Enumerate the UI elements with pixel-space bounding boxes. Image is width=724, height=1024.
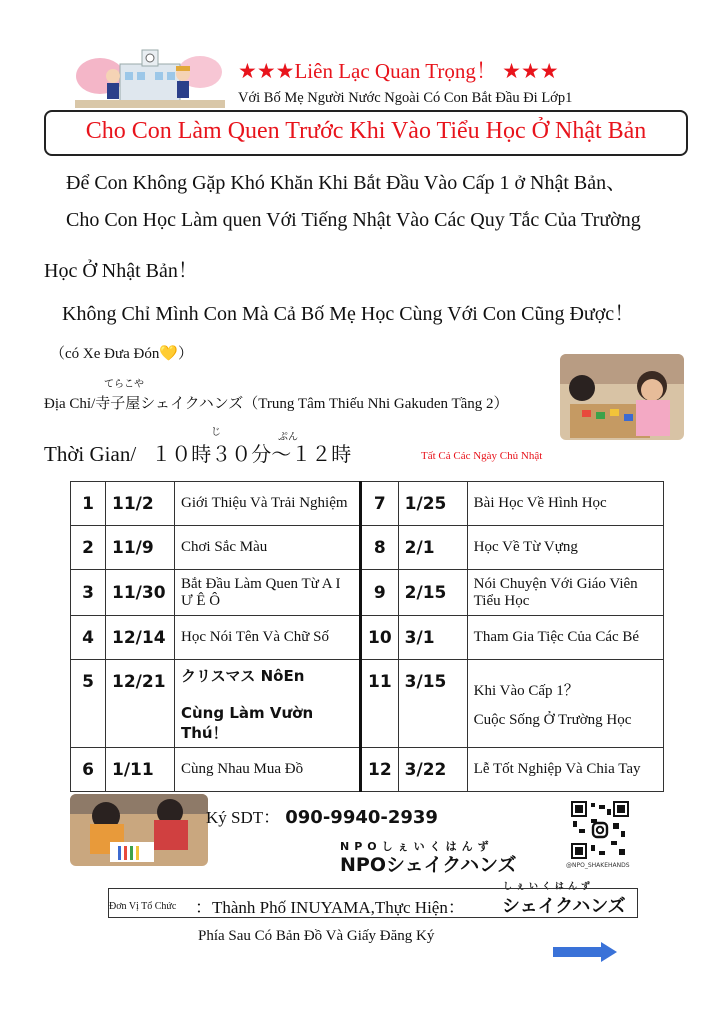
intro-line-1: Để Con Không Gặp Khó Khăn Khi Bắt Đầu Vào Cấp 1 ở Nhật Bản、 [66,172,627,194]
npo-ruby: NPOしぇいくはんず [340,840,494,853]
children-drawing-photo [70,794,208,866]
time-label: Thời Gian/ [44,442,137,466]
time-note: Tất Cả Các Ngày Chủ Nhật [421,450,543,462]
child-activity-photo [560,354,684,440]
table-row [71,482,664,526]
session-date: 2/1 [398,526,467,570]
time-row [44,438,351,467]
session-number: 3 [71,570,106,616]
footer-note: Phía Sau Có Bản Đồ Và Giấy Đăng Ký [198,928,435,944]
session-number: 1 [71,482,106,526]
session-date: 11/9 [106,526,175,570]
table-row [71,748,664,792]
address-ruby: てらこや [104,379,144,390]
session-topic [467,660,663,748]
session-number: 12 [361,748,399,792]
session-date: 11/2 [106,482,175,526]
transport-note: （có Xe Đưa Đón💛） [50,346,194,362]
session-topic: Bắt Đầu Làm Quen Từ A I Ư Ê Ô [175,570,361,616]
time-value: １０時３０分～１２時 [151,442,352,466]
session-date: 11/30 [106,570,175,616]
organizer-ruby: しぇいくはんず [503,882,595,892]
main-banner [44,110,688,156]
announcement-subtitle: Với Bố Mẹ Người Nước Ngoài Có Con Bắt Đầu Đi Lớp1 [238,90,573,106]
right-arrow-icon [553,942,617,962]
organizer-name: シェイクハンズ [502,896,626,917]
session-topic: Cùng Nhau Mua Đồ [175,748,361,792]
session-number: 2 [71,526,106,570]
schedule-table [70,481,664,792]
phone-number: 090-9940-2939 [285,807,438,828]
session-date: 3/1 [398,616,467,660]
session-number: 7 [361,482,399,526]
session-topic: Lễ Tốt Nghiệp Và Chia Tay [467,748,663,792]
session-number: 6 [71,748,106,792]
time-ruby-fun: ぷん [278,432,298,443]
session-topic: Bài Học Về Hình Học [467,482,663,526]
intro-line-2: Cho Con Học Làm quen Với Tiếng Nhật Vào Các Quy Tắc Của Trường [66,209,641,231]
intro-line-3: Học Ở Nhật Bản！ [44,260,198,282]
topic-line: Cùng Làm Vườn Thú！ [181,703,314,742]
phone-row [206,803,438,828]
topic-line: クリスマス NôEn [181,666,305,685]
qr-code-icon [571,801,629,859]
table-row [71,526,664,570]
session-date: 1/25 [398,482,467,526]
banner-text: Cho Con Làm Quen Trước Khi Vào Tiểu Học Ở Nhật Bản [85,118,647,144]
session-number: 9 [361,570,399,616]
organizer-text: ：Thành Phố INUYAMA,Thực Hiện： [195,898,465,917]
phone-label: Ký SDT： [206,808,281,827]
session-date: 2/15 [398,570,467,616]
qr-caption: @NPO_SHAKEHANDS [566,862,630,869]
organizer-box [108,888,638,918]
session-topic: Học Nói Tên Và Chữ Số [175,616,361,660]
session-number: 8 [361,526,399,570]
topic-line: Cuộc Sống Ở Trường Học [473,711,632,728]
session-date: 1/11 [106,748,175,792]
session-number: 11 [361,660,399,748]
session-topic [175,660,361,748]
session-topic: Chơi Sắc Màu [175,526,361,570]
session-topic: Học Về Từ Vựng [467,526,663,570]
session-date: 12/14 [106,616,175,660]
session-topic: Tham Gia Tiệc Của Các Bé [467,616,663,660]
session-number: 10 [361,616,399,660]
session-topic: Giới Thiệu Và Trải Nghiệm [175,482,361,526]
time-ruby-ji: じ [211,427,221,438]
npo-name: NPOシェイクハンズ [340,854,517,876]
session-date: 3/22 [398,748,467,792]
topic-line: Khi Vào Cấp 1？ [473,682,579,699]
session-number: 4 [71,616,106,660]
table-row [71,660,664,748]
announcement-title: ★★★Liên Lạc Quan Trọng！ ★★★ [238,59,559,83]
session-date: 3/15 [398,660,467,748]
table-row [71,616,664,660]
address-label: Địa Chỉ/寺子屋シェイクハンズ（Trung Tâm Thiếu Nhi Gakuden Tầng 2） [44,396,509,412]
organizer-label: Đơn Vị Tổ Chức [109,901,177,912]
session-date: 12/21 [106,660,175,748]
intro-line-4: Không Chỉ Mình Con Mà Cả Bố Mẹ Học Cùng Với Con Cũng Được！ [62,303,635,325]
school-children-illustration [75,46,225,108]
session-number: 5 [71,660,106,748]
session-topic: Nói Chuyện Với Giáo Viên Tiểu Học [467,570,663,616]
table-row [71,570,664,616]
